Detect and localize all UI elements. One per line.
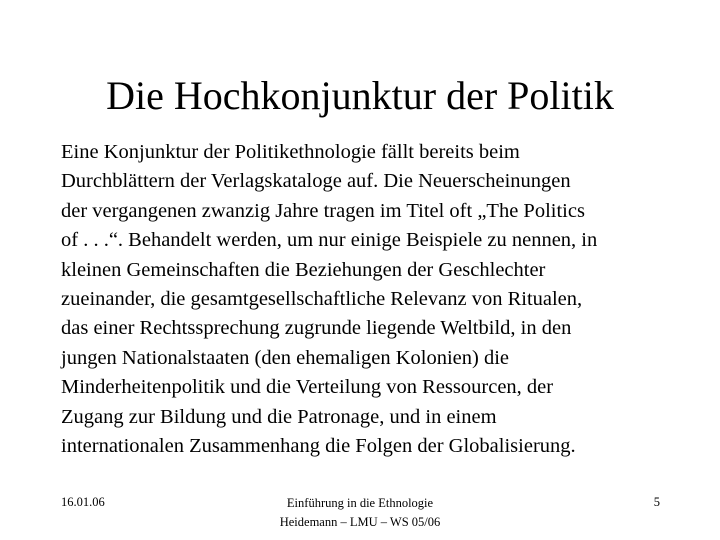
body-line: internationalen Zusammenhang die Folgen der Globalisierung.: [61, 435, 576, 458]
footer-course-info: [210, 494, 510, 532]
footer-course-lecturer: Heidemann – LMU – WS 05/06: [279, 515, 441, 529]
body-line: Eine Konjunktur der Politikethnologie fällt bereits beim: [61, 141, 520, 163]
slide-body: [61, 138, 701, 461]
body-line: zueinander, die gesamtgesellschaftliche Relevanz von Ritualen,: [61, 288, 583, 311]
slide-title: Die Hochkonjunktur der Politik: [106, 73, 614, 118]
body-line: Zugang zur Bildung und die Patronage, und in einem: [61, 405, 497, 428]
footer-page-number: 5: [653, 495, 660, 509]
body-line: der vergangenen zwanzig Jahre tragen im Titel oft „The Politics: [61, 199, 585, 222]
body-line: kleinen Gemeinschaften die Beziehungen der Geschlechter: [61, 258, 546, 281]
body-line: Durchblättern der Verlagskataloge auf. Die Neuerscheinungen: [61, 170, 571, 193]
footer-course-title: Einführung in die Ethnologie: [286, 496, 434, 510]
body-line: das einer Rechtssprechung zugrunde liegende Weltbild, in den: [61, 317, 572, 340]
body-line: Minderheitenpolitik und die Verteilung von Ressourcen, der: [61, 376, 554, 399]
body-line: jungen Nationalstaaten (den ehemaligen Kolonien) die: [61, 346, 509, 369]
body-line: of . . .“. Behandelt werden, um nur einige Beispiele zu nennen, in: [61, 229, 598, 252]
footer-date: 16.01.06: [61, 495, 105, 509]
